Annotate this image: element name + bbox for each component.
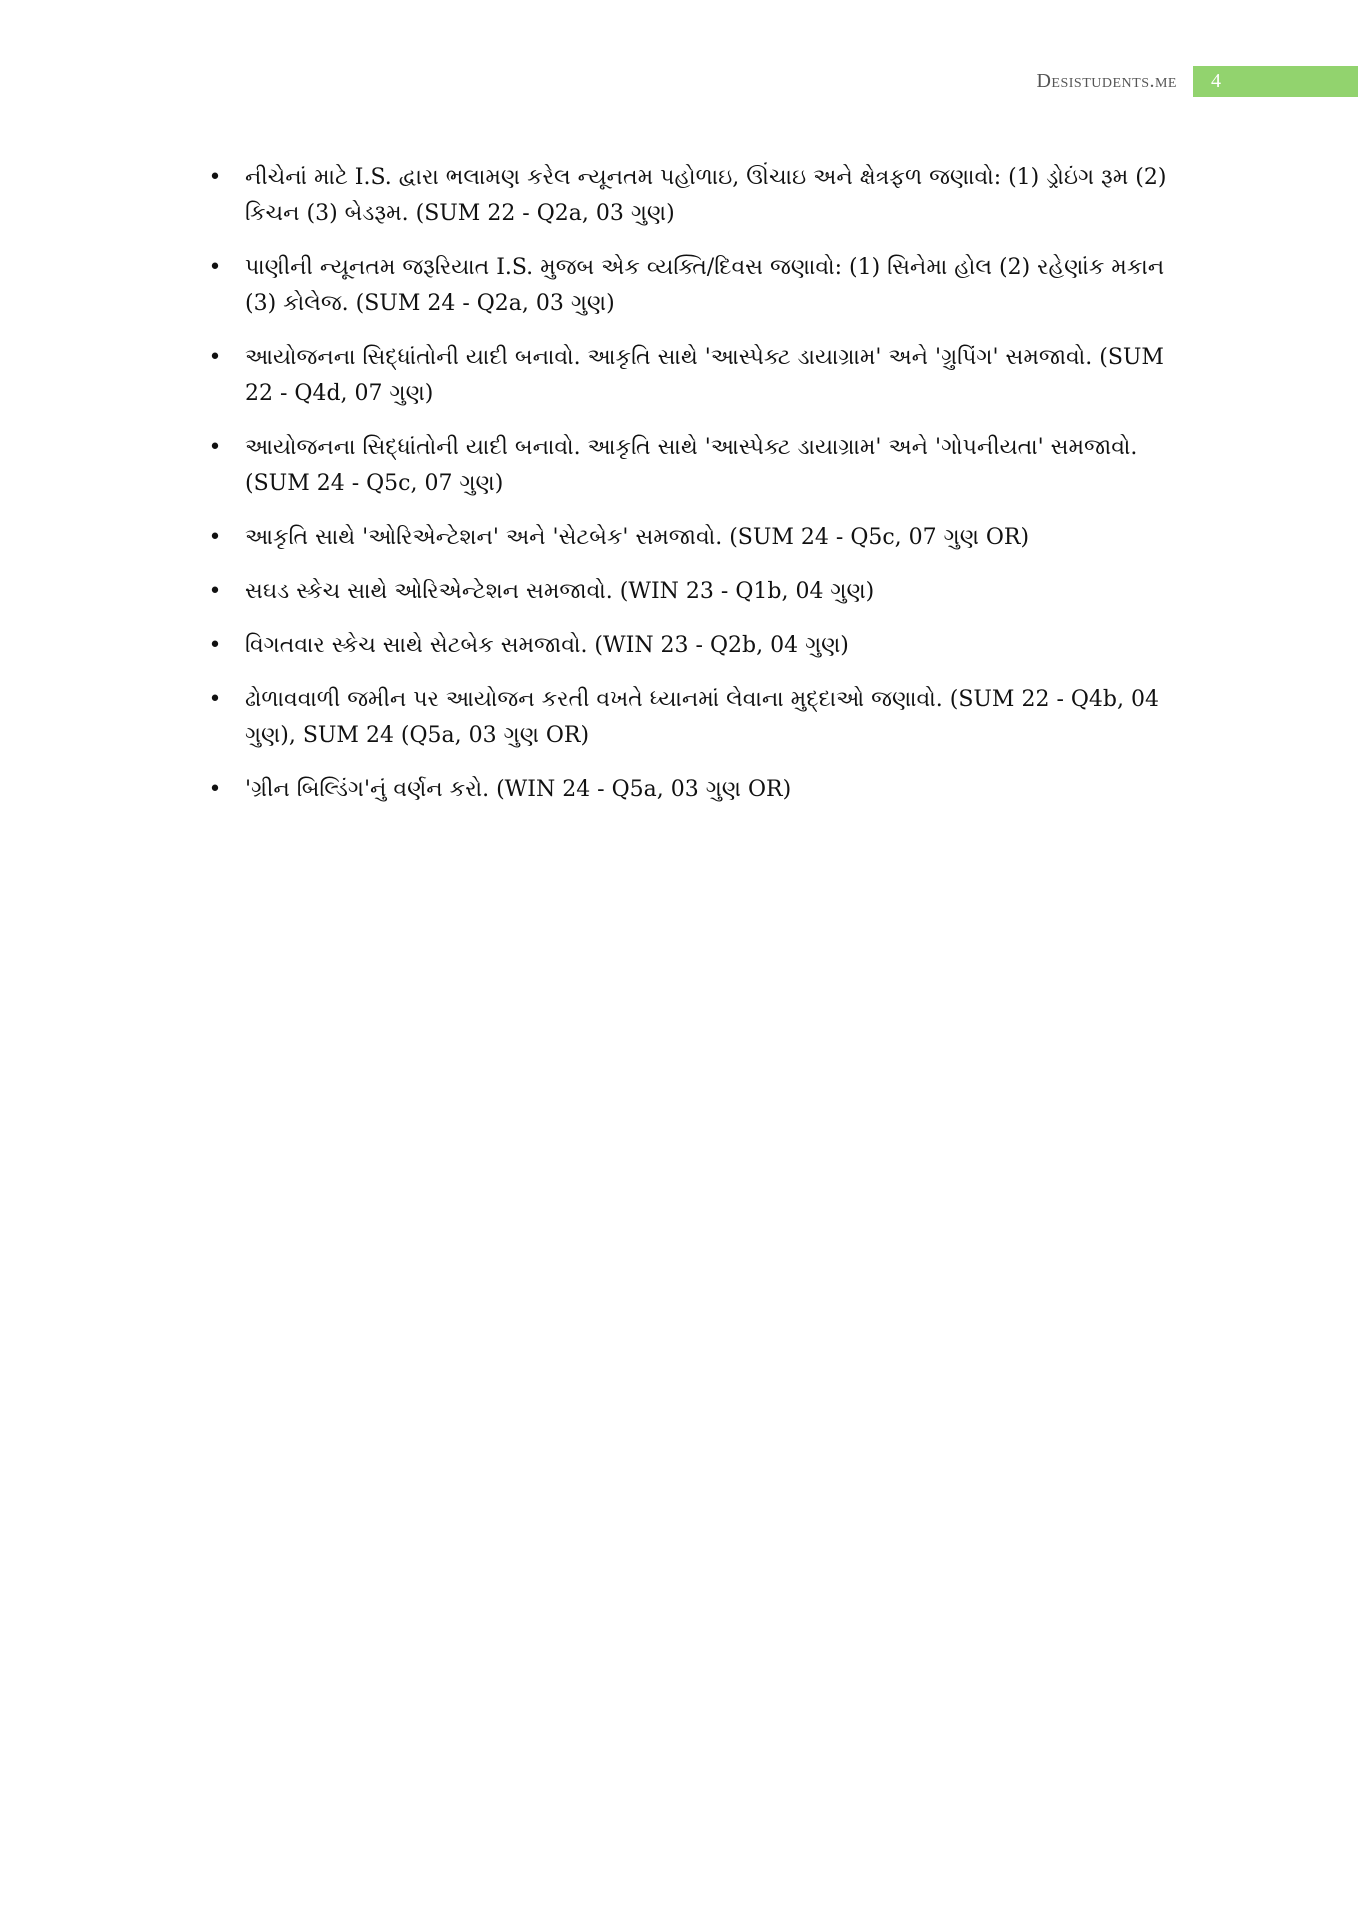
question-list bbox=[205, 160, 1195, 808]
bullet-icon: • bbox=[208, 633, 222, 658]
list-item bbox=[205, 772, 1195, 808]
bullet-icon: • bbox=[208, 345, 222, 370]
question-text: નીચેનાં માટે I.S. દ્વારા ભલામણ કરેલ ન્યૂનતમ પહોળાઇ, ઊંચાઇ અને ક્ષેત્રફળ જણાવો: (1) ડ્રોઇંગ રૂમ (2) કિચન (3) બેડરૂમ. (SUM 22 - Q2a, 03 ગુણ) bbox=[245, 165, 1167, 226]
bullet-icon: • bbox=[208, 525, 222, 550]
list-item bbox=[205, 250, 1195, 322]
site-name: Desistudents.me bbox=[1036, 70, 1177, 92]
page-header bbox=[1036, 66, 1358, 97]
list-item bbox=[205, 520, 1195, 556]
bullet-icon: • bbox=[208, 687, 222, 712]
list-item bbox=[205, 160, 1195, 232]
bullet-icon: • bbox=[208, 579, 222, 604]
question-text: વિગતવાર સ્કેચ સાથે સેટબેક સમજાવો. (WIN 23 - Q2b, 04 ગુણ) bbox=[245, 633, 849, 658]
question-text: આકૃતિ સાથે 'ઓરિએન્ટેશન' અને 'સેટબેક' સમજાવો. (SUM 24 - Q5c, 07 ગુણ OR) bbox=[245, 525, 1030, 550]
question-text: આયોજનના સિદ્ધાંતોની યાદી બનાવો. આકૃતિ સાથે 'આસ્પેક્ટ ડાયાગ્રામ' અને 'ગોપનીયતા' સમજાવો. (SUM 24 - Q5c, 07 ગુણ) bbox=[245, 435, 1138, 496]
question-list-container bbox=[205, 160, 1195, 826]
question-text: આયોજનના સિદ્ધાંતોની યાદી બનાવો. આકૃતિ સાથે 'આસ્પેક્ટ ડાયાગ્રામ' અને 'ગ્રુપિંગ' સમજાવો. (SUM 22 - Q4d, 07 ગુણ) bbox=[245, 345, 1164, 406]
bullet-icon: • bbox=[208, 165, 222, 190]
question-text: ઢોળાવવાળી જમીન પર આયોજન કરતી વખતે ધ્યાનમાં લેવાના મુદ્દાઓ જણાવો. (SUM 22 - Q4b, 04 ગુણ), SUM 24 (Q5a, 03 ગુણ OR) bbox=[245, 687, 1159, 748]
question-text: પાણીની ન્યૂનતમ જરૂરિયાત I.S. મુજબ એક વ્યક્તિ/દિવસ જણાવો: (1) સિનેમા હોલ (2) રહેણાંક મકાન (3) કોલેજ. (SUM 24 - Q2a, 03 ગુણ) bbox=[245, 255, 1165, 316]
list-item bbox=[205, 430, 1195, 502]
bullet-icon: • bbox=[208, 255, 222, 280]
bullet-icon: • bbox=[208, 435, 222, 460]
bullet-icon: • bbox=[208, 777, 222, 802]
question-text: 'ગ્રીન બિલ્ડિંગ'નું વર્ણન કરો. (WIN 24 - Q5a, 03 ગુણ OR) bbox=[245, 777, 792, 802]
page-number: 4 bbox=[1193, 66, 1358, 97]
list-item bbox=[205, 682, 1195, 754]
list-item bbox=[205, 574, 1195, 610]
list-item bbox=[205, 340, 1195, 412]
list-item bbox=[205, 628, 1195, 664]
question-text: સઘડ સ્કેચ સાથે ઓરિએન્ટેશન સમજાવો. (WIN 23 - Q1b, 04 ગુણ) bbox=[245, 579, 875, 604]
